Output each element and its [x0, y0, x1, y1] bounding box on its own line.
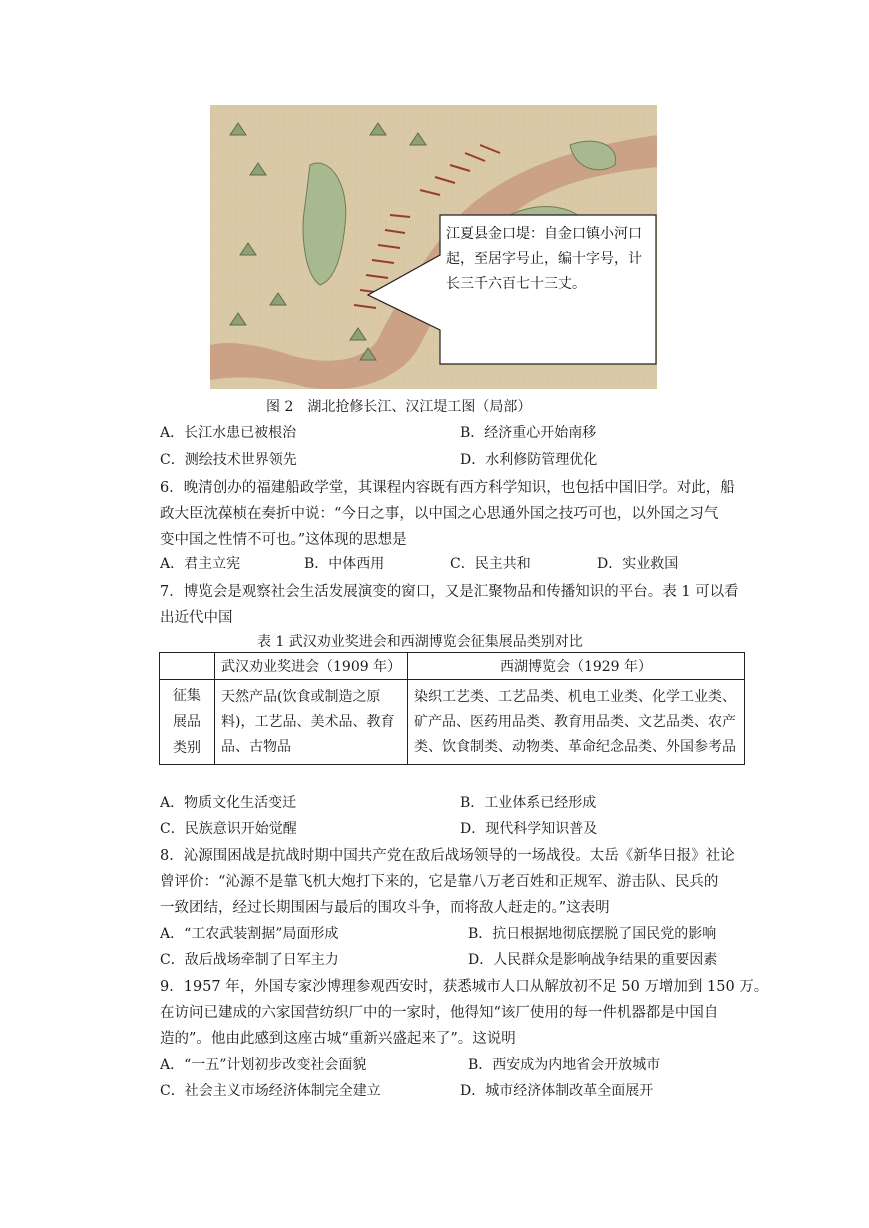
q8-option-c[interactable]: C．敌后战场牵制了日军主力 — [160, 952, 339, 968]
q9-option-d[interactable]: D．城市经济体制改革全面展开 — [460, 1083, 654, 1099]
q8-option-d[interactable]: D．人民群众是影响战争结果的重要因素 — [468, 952, 718, 968]
q9-option-c[interactable]: C．社会主义市场经济体制完全建立 — [160, 1083, 381, 1099]
q6-stem-line-1: 6．晚清创办的福建船政学堂，其课程内容既有西方科学知识，也包括中国旧学。对此，船 — [160, 480, 735, 496]
q9-option-b[interactable]: B．西安成为内地省会开放城市 — [468, 1057, 661, 1073]
q5-option-c[interactable]: C．测绘技术世界领先 — [160, 452, 297, 468]
table-header-row — [160, 653, 745, 680]
q9-option-a[interactable]: A．“一五”计划初步改变社会面貌 — [160, 1057, 367, 1073]
q7-option-b[interactable]: B．工业体系已经形成 — [460, 795, 597, 811]
q5-option-a[interactable]: A．长江水患已被根治 — [160, 425, 297, 441]
table-header-wuhan: 武汉劝业奖进会（1909 年） — [215, 653, 408, 680]
q9-stem-line-1: 9．1957 年，外国专家沙博理参观西安时，获悉城市人口从解放初不足 50 万增加到 150 万。 — [160, 979, 769, 995]
table-cell-wuhan: 天然产品(饮食或制造之原料)，工艺品、美术品、教育品、古物品 — [215, 680, 408, 765]
q7-stem-line-2: 出近代中国 — [160, 610, 233, 626]
map-callout-text: 江夏县金口堤：自金口镇小河口起，至居字号止，编十字号，计长三千六百七十三丈。 — [446, 226, 642, 292]
table-header-xihu: 西湖博览会（1929 年） — [408, 653, 745, 680]
q6-option-d[interactable]: D．实业救国 — [597, 556, 679, 572]
table-row — [160, 680, 745, 765]
q5-option-b[interactable]: B．经济重心开始南移 — [460, 425, 597, 441]
q8-stem-line-3: 一致团结，经过长期围困与最后的围攻斗争，而将敌人赶走的。”这表明 — [160, 900, 610, 916]
q6-stem-line-2: 政大臣沈葆桢在奏折中说：“今日之事，以中国之心思通外国之技巧可也，以外国之习气 — [160, 506, 719, 522]
table-1 — [159, 652, 745, 765]
q7-option-a[interactable]: A．物质文化生活变迁 — [160, 795, 297, 811]
q8-option-a[interactable]: A．“工农武装割据”局面形成 — [160, 926, 339, 942]
q7-option-d[interactable]: D．现代科学知识普及 — [460, 821, 598, 837]
q7-option-c[interactable]: C．民族意识开始觉醒 — [160, 821, 297, 837]
q6-stem-line-3: 变中国之性情不可也。”这体现的思想是 — [160, 532, 407, 548]
q8-stem-line-2: 曾评价：“沁源不是靠飞机大炮打下来的，它是靠八万老百姓和正规军、游击队、民兵的 — [160, 874, 719, 890]
q8-option-b[interactable]: B．抗日根据地彻底摆脱了国民党的影响 — [468, 926, 717, 942]
figure-caption: 图 2 湖北抢修长江、汉江堤工图（局部） — [266, 399, 532, 415]
q6-option-c[interactable]: C．民主共和 — [450, 556, 531, 572]
table-row-label — [160, 680, 215, 765]
q9-stem-line-3: 造的”。他由此感到这座古城“重新兴盛起来了”。这说明 — [160, 1031, 516, 1047]
q5-option-d[interactable]: D．水利修防管理优化 — [460, 452, 598, 468]
q6-option-b[interactable]: B．中体西用 — [304, 556, 385, 572]
table-header-empty — [160, 653, 215, 680]
table-1-caption: 表 1 武汉劝业奖进会和西湖博览会征集展品类别对比 — [257, 634, 583, 650]
q7-stem-line-1: 7．博览会是观察社会生活发展演变的窗口，又是汇聚物品和传播知识的平台。表 1 可以看 — [160, 584, 739, 600]
row-label-text: 征集展品类别 — [172, 688, 201, 756]
q9-stem-line-2: 在访问已建成的六家国营纺织厂中的一家时，他得知“该厂使用的每一件机器都是中国自 — [160, 1005, 719, 1021]
q8-stem-line-1: 8．沁源围困战是抗战时期中国共产党在敌后战场领导的一场战役。太岳《新华日报》社论 — [160, 848, 735, 864]
table-cell-xihu: 染织工艺类、工艺品类、机电工业类、化学工业类、矿产品、医药用品类、教育用品类、文艺品类、农产类、饮食制类、动物类、革命纪念品类、外国参考品 — [408, 680, 745, 765]
q6-option-a[interactable]: A．君主立宪 — [160, 556, 241, 572]
